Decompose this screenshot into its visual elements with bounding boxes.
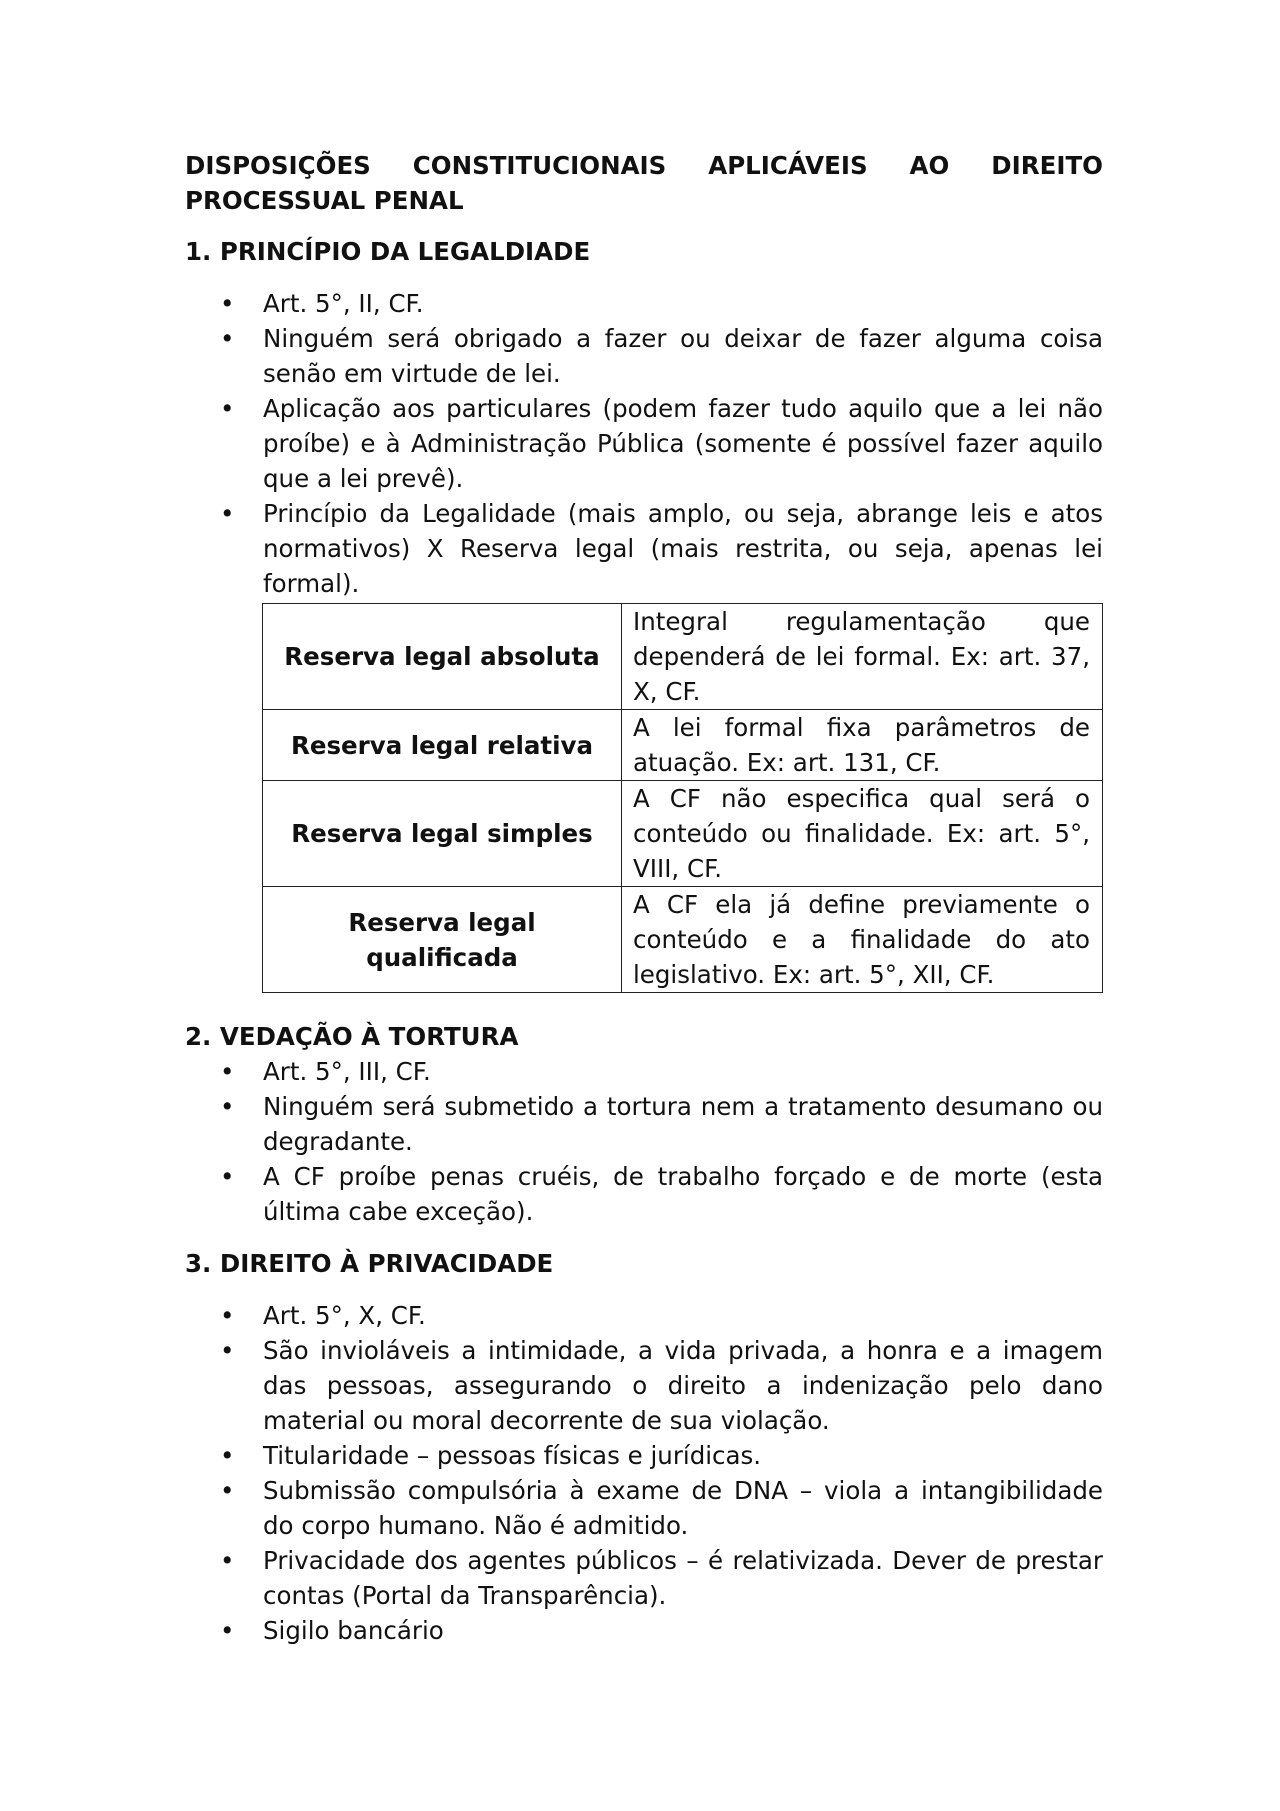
list-item: [185, 286, 1103, 321]
list-item: [185, 1159, 1103, 1229]
table-row: [263, 710, 1103, 781]
bullet-icon: •: [220, 1092, 235, 1121]
section-heading-privacidade: 3. DIREITO À PRIVACIDADE: [185, 1249, 554, 1278]
table-row: [263, 604, 1103, 710]
bullet-icon: •: [220, 1336, 235, 1365]
list-item: [185, 391, 1103, 496]
bullet-list-tortura: [185, 1054, 1103, 1229]
list-item: [185, 1333, 1103, 1438]
list-item: [185, 1473, 1103, 1543]
table-term-cell: Reserva legal simples: [263, 781, 622, 887]
table-row: [263, 781, 1103, 887]
bullet-list-privacidade: [185, 1298, 1103, 1648]
section-heading-tortura: 2. VEDAÇÃO À TORTURA: [185, 1022, 519, 1051]
table-term-cell: Reserva legal qualificada: [263, 887, 622, 993]
table-description-cell: Integral regulamentação que dependerá de lei formal. Ex: art. 37, X, CF.: [622, 604, 1103, 710]
list-item-text: A CF proíbe penas cruéis, de trabalho forçado e de morte (esta última cabe exceção).: [263, 1162, 1103, 1226]
list-item: [185, 1089, 1103, 1159]
list-item: [185, 1613, 1103, 1648]
list-item: [185, 321, 1103, 391]
bullet-list-legalidade: [185, 286, 1103, 601]
document-title: DISPOSIÇÕES CONSTITUCIONAIS APLICÁVEIS AO DIREITO PROCESSUAL PENAL: [185, 151, 1103, 215]
list-item-text: São invioláveis a intimidade, a vida privada, a honra e a imagem das pessoas, assegurando o direito a indenização pelo dano material ou moral decorrente de sua violação.: [263, 1336, 1103, 1435]
list-item-text: Ninguém será submetido a tortura nem a tratamento desumano ou degradante.: [263, 1092, 1103, 1156]
list-item: [185, 1438, 1103, 1473]
list-item-text: Sigilo bancário: [263, 1616, 444, 1645]
bullet-icon: •: [220, 1476, 235, 1505]
list-item-text: Ninguém será obrigado a fazer ou deixar de fazer alguma coisa senão em virtude de lei.: [263, 324, 1103, 388]
table-row: [263, 887, 1103, 993]
list-item: [185, 1298, 1103, 1333]
bullet-icon: •: [220, 1546, 235, 1575]
table-term-cell: Reserva legal relativa: [263, 710, 622, 781]
list-item-text: Art. 5°, X, CF.: [263, 1301, 426, 1330]
list-item: [185, 1543, 1103, 1613]
list-item-text: Submissão compulsória à exame de DNA – viola a intangibilidade do corpo humano. Não é admitido.: [263, 1476, 1103, 1540]
bullet-icon: •: [220, 1301, 235, 1330]
section-heading-legalidade: 1. PRINCÍPIO DA LEGALDIADE: [185, 237, 591, 266]
bullet-icon: •: [220, 499, 235, 528]
bullet-icon: •: [220, 324, 235, 353]
list-item-text: Aplicação aos particulares (podem fazer tudo aquilo que a lei não proíbe) e à Administração Pública (somente é possível fazer aquilo que a lei prevê).: [263, 394, 1103, 493]
list-item-text: Art. 5°, II, CF.: [263, 289, 424, 318]
bullet-icon: •: [220, 1057, 235, 1086]
list-item-text: Privacidade dos agentes públicos – é relativizada. Dever de prestar contas (Portal da Transparência).: [263, 1546, 1103, 1610]
reserva-legal-table: [262, 603, 1103, 993]
table-description-cell: A CF ela já define previamente o conteúdo e a finalidade do ato legislativo. Ex: art. 5°, XII, CF.: [622, 887, 1103, 993]
list-item-text: Titularidade – pessoas físicas e jurídicas.: [263, 1441, 762, 1470]
document-body: [185, 148, 1103, 1648]
list-item-text: Art. 5°, III, CF.: [263, 1057, 431, 1086]
bullet-icon: •: [220, 289, 235, 318]
table-description-cell: A lei formal fixa parâmetros de atuação. Ex: art. 131, CF.: [622, 710, 1103, 781]
list-item: [185, 1054, 1103, 1089]
bullet-icon: •: [220, 1616, 235, 1645]
bullet-icon: •: [220, 394, 235, 423]
bullet-icon: •: [220, 1441, 235, 1470]
table-description-cell: A CF não especifica qual será o conteúdo ou finalidade. Ex: art. 5°, VIII, CF.: [622, 781, 1103, 887]
table-term-cell: Reserva legal absoluta: [263, 604, 622, 710]
bullet-icon: •: [220, 1162, 235, 1191]
list-item: [185, 496, 1103, 601]
list-item-text: Princípio da Legalidade (mais amplo, ou seja, abrange leis e atos normativos) X Reserva legal (mais restrita, ou seja, apenas lei formal).: [263, 499, 1103, 598]
